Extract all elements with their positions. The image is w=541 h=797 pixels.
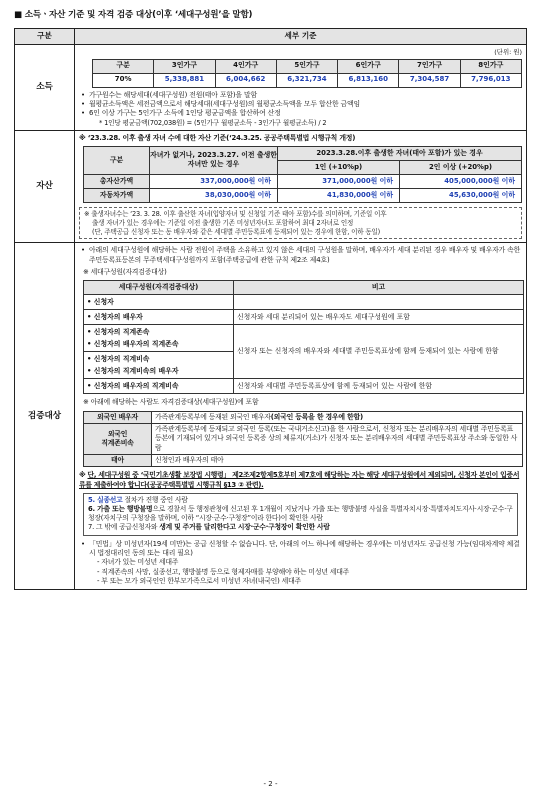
income-cell: 6,321,734 — [276, 73, 337, 87]
asset-note-line: (단, 주택공급 신청자 또는 동 배우자와 같은 세대별 주민등록표에 등재되어 있는 경우에 한함, 이하 동일) — [92, 227, 381, 236]
member-th: 비고 — [234, 281, 524, 295]
foreign-label-line: 직계존비속 — [101, 438, 134, 447]
member-note — [234, 295, 524, 310]
page-title: ■ 소득ㆍ자산 기준 및 자격 검증 대상(이후 ‘세대구성원’을 말함) — [14, 10, 253, 20]
list-item: • 월평균소득액은 세전금액으로서 해당세대(세대구성원)의 월평균소득액을 모두 합산한 금액임 — [79, 100, 522, 109]
income-cell: 6,004,662 — [215, 73, 276, 87]
foreign-label-line: 외국인 — [107, 429, 128, 438]
exclusion-warning — [79, 471, 522, 490]
asset-section — [75, 131, 527, 243]
asset-cell: 371,000,000원 이하 — [278, 174, 400, 188]
verify-section — [75, 243, 527, 590]
income-bullets — [79, 91, 522, 119]
condition-text: 7. 그 밖에 공급신청자와 — [88, 523, 160, 532]
asset-cell: 38,030,000원 이하 — [150, 188, 278, 202]
income-subnote: * 1인당 평균금액(702,038원) = (5인가구 월평균소득 - 3인가구 월평균소득) / 2 — [99, 118, 327, 127]
foreign-label: 외국인 배우자 — [84, 411, 152, 423]
table-row — [84, 310, 234, 325]
income-cell: 7,796,013 — [460, 73, 521, 87]
minor-section — [79, 540, 522, 559]
income-unit: (단위: 원) — [494, 48, 522, 56]
condition-bold: 5. 실종선고 — [88, 495, 123, 504]
minor-case: - 자녀가 있는 미성년 세대주 — [97, 558, 179, 567]
income-cell: 70% — [93, 73, 154, 87]
asset-note — [79, 207, 522, 240]
income-cell: 6,813,160 — [338, 73, 399, 87]
warning-text: 단, 세대구성원 중 ‘국민기초생활 보장법 시행령」 제2조제2항제5호부터 제7호에 해당하는 자는 해당 세대구성원에서 제외되며, 신청자 본인이 입증서류를 제출하여야 합니다(공공주택특별법 시행규칙 §13 ② 관련). — [79, 471, 520, 489]
member-caption: ※ 세대구성원(자격검증대상) — [83, 268, 167, 277]
minor-case: - 직계존속의 사망, 실종선고, 행방불명 등으로 형제자매를 부양해야 하는 미성년 세대주 — [97, 567, 350, 576]
member-item: • 신청자의 직계존속 — [87, 328, 150, 337]
member-th: 세대구성원(자격검증대상) — [84, 281, 234, 295]
asset-cell: 41,830,000원 이하 — [278, 188, 400, 202]
member-table — [83, 280, 524, 394]
asset-row-label: 총자산가액 — [84, 174, 150, 188]
criteria-table — [14, 28, 527, 590]
header-category: 구분 — [15, 29, 75, 45]
asset-note-line: ※ 출생자녀수는 ‘23. 3. 28. 이후 출산한 자녀(입양자녀 및 신청일 기준 태아 포함)수를 의미하며, 기준일 이후 — [84, 209, 387, 218]
asset-th-with-child: 2023.3.28.이후 출생한 자녀(태아 포함)가 있는 경우 — [278, 146, 522, 160]
table-row — [84, 325, 234, 352]
member-item: • 신청자의 직계비속 — [87, 355, 150, 364]
condition-item — [88, 523, 513, 532]
table-row — [84, 379, 234, 394]
member-item: • 신청자의 직계비속의 배우자 — [87, 367, 179, 376]
foreign-label: 태아 — [84, 454, 152, 466]
foreign-text-part: 가족관계등록부에 등재된 외국인 배우자 — [155, 412, 271, 421]
foreign-text: 신청인과 배우자의 태아 — [152, 454, 523, 466]
asset-cell: 45,630,000원 이하 — [400, 188, 522, 202]
foreign-table — [83, 411, 523, 468]
asset-th-two: 2인 이상 (+20%p) — [400, 160, 522, 174]
foreign-text — [152, 411, 523, 423]
income-table — [92, 59, 522, 88]
warning-prefix: ※ — [79, 471, 88, 480]
income-col-head: 구분 — [93, 59, 154, 73]
income-col-head: 4인가구 — [215, 59, 276, 73]
income-col-head: 5인가구 — [276, 59, 337, 73]
income-col-head: 3인가구 — [154, 59, 215, 73]
income-col-head: 8인가구 — [460, 59, 521, 73]
list-item: • 아래의 세대구성원에 해당하는 사람 전원이 주택을 소유하고 있지 않은 세대의 구성원을 말하며, 배우자가 세대 분리된 경우 배우자 및 배우자가 속한 주민등록표등본의 무주택세대구성원까지 포함(주택공급에 관한 규칙 제2조 제4호) — [79, 246, 522, 265]
member-item: • 신청자 — [87, 298, 114, 307]
condition-item — [88, 505, 513, 523]
page-number: - 2 - — [263, 780, 278, 788]
list-item: • 「민법」상 미성년자(19세 미만)는 공급 신청할 수 없습니다. 단, 아래의 어느 하나에 해당하는 경우에는 미성년자도 공급신청 가능(임대차계약 체결 시 법정대리인 동의 또는 대리 필요) — [79, 540, 522, 559]
income-col-head: 6인가구 — [338, 59, 399, 73]
member-item: • 신청자의 배우자 — [87, 313, 143, 322]
minor-case: - 부 또는 모가 외국인인 한부모가족으로서 미성년 자녀(내국인) 세대주 — [97, 576, 301, 585]
condition-item — [88, 496, 513, 505]
asset-th-type: 구분 — [84, 146, 150, 174]
header-detail: 세부 기준 — [75, 29, 527, 45]
foreign-text-bold: (외국인 등록을 한 경우에 한함) — [270, 412, 363, 421]
list-item: • 가구원수는 해당세대(세대구성원) 전원(태아 포함)을 말함 — [79, 91, 522, 100]
asset-cell: 405,000,000원 이하 — [400, 174, 522, 188]
income-col-head: 7인가구 — [399, 59, 460, 73]
verify-intro — [79, 246, 522, 265]
foreign-label — [84, 424, 152, 455]
member-note: 신청자 또는 신청자의 배우자와 세대별 주민등록표상에 함께 등재되어 있는 사람에 한함 — [234, 325, 524, 379]
condition-bold: 6. 가출 또는 행방불명 — [88, 505, 153, 514]
list-item: • 6인 이상 가구는 5인가구 소득에 1인당 평균금액을 합산하여 산정 — [79, 109, 522, 118]
asset-row-label: 자동차가액 — [84, 188, 150, 202]
income-cell: 7,304,587 — [399, 73, 460, 87]
table-row — [84, 295, 234, 310]
condition-text: 으로 경찰서 등 행정관청에 신고된 후 1개월이 지났거나 가출 또는 행방불명 사실을 특별자치시장·특별자치도지사·시장·군수·구청장(자치구의 구청장을 말하며, 이하 “시장·군수·구청장”이라 한다)이 확인한 사람 — [88, 505, 513, 523]
foreign-text: 가족관계등록부에 등재되고 외국인 등록(또는 국내거소신고)을 한 사람으로서, 신청자 또는 분리배우자의 세대별 주민등록표등본에 기재되어 있거나 외국인 등록증 상의 체류지(거소)가 신청자 또는 분리배우자의 세대별 주민등록표상 주소와 동일한 사람 — [152, 424, 523, 455]
income-section — [75, 45, 527, 131]
asset-th-one: 1인 (+10%p) — [278, 160, 400, 174]
asset-label: 자산 — [15, 131, 75, 243]
member-item: • 신청자의 배우자의 직계존속 — [87, 340, 179, 349]
table-row — [84, 352, 234, 379]
member-note: 신청자와 세대별 주민등록표상에 함께 등재되어 있는 사람에 한함 — [234, 379, 524, 394]
foreign-caption: ※ 아래에 해당하는 사람도 자격검증대상(세대구성원)에 포함 — [83, 398, 259, 407]
member-item: • 신청자의 배우자의 직계비속 — [87, 382, 179, 391]
asset-cell: 337,000,000원 이하 — [150, 174, 278, 188]
condition-text: 절차가 진행 중인 사람 — [122, 495, 188, 504]
asset-table — [83, 146, 522, 203]
asset-th-no-child: 자녀가 없거나, 2023.3.27. 이전 출생한 자녀만 있는 경우 — [150, 146, 278, 174]
asset-note-line: 출생 자녀가 있는 경우에는 기준일 이전 출생한 기존 미성년자녀도 포함하여 최대 2자녀로 인정 — [92, 218, 354, 227]
income-cell: 5,338,881 — [154, 73, 215, 87]
condition-bold: 생계 및 주거를 달리한다고 시장·군수·구청장이 확인한 사람 — [159, 523, 330, 532]
income-label: 소득 — [15, 45, 75, 131]
exclusion-conditions — [83, 493, 518, 536]
member-note: 신청자와 세대 분리되어 있는 배우자도 세대구성원에 포함 — [234, 310, 524, 325]
verify-label: 검증대상 — [15, 243, 75, 590]
asset-heading: ※ ‘23.3.28. 이후 출생 자녀 수에 대한 자산 기준(‘24.3.25. 공공주택특별법 시행규칙 개정) — [79, 134, 356, 143]
